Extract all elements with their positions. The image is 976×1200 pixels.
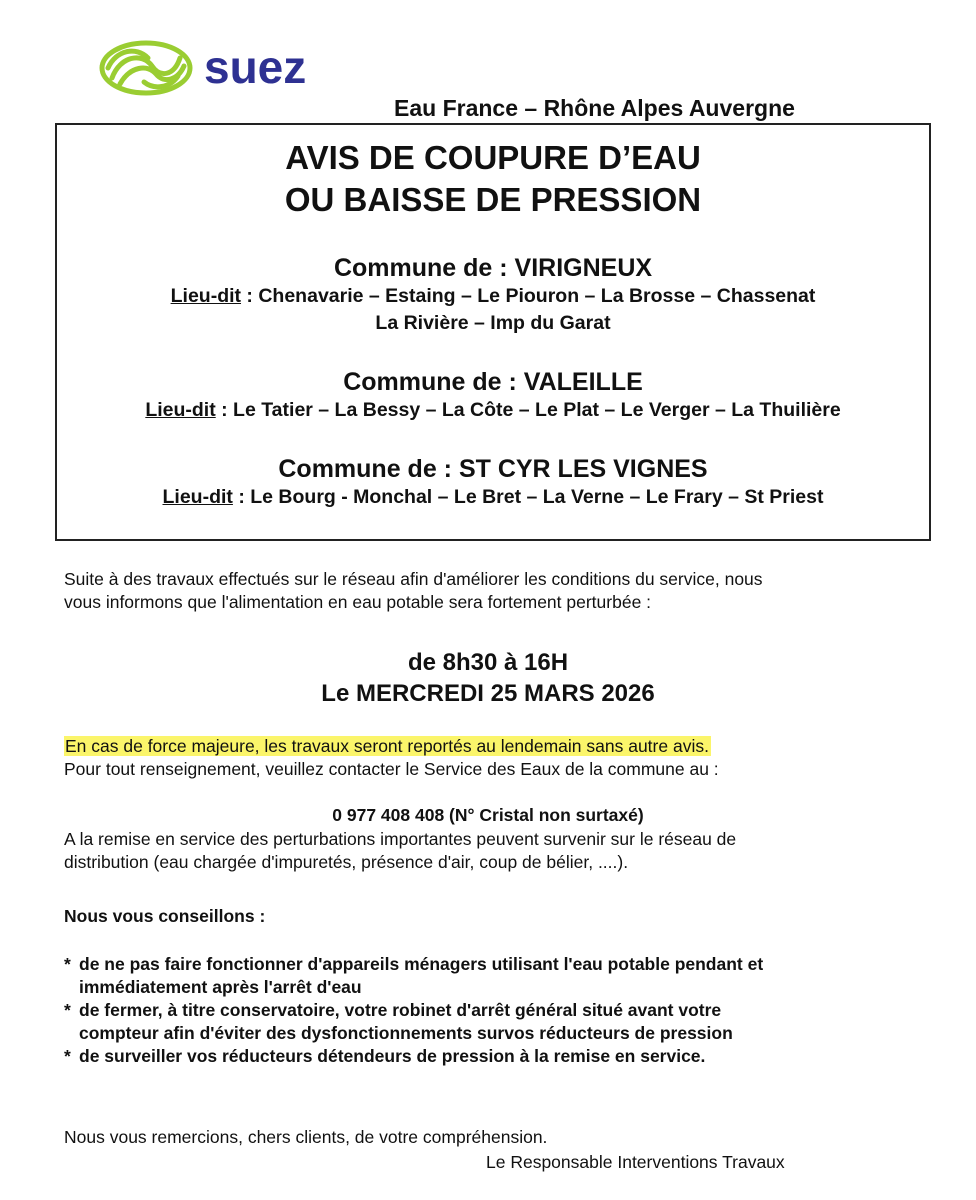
remise-line-1: A la remise en service des perturbations importantes peuvent survenir sur le réseau de <box>64 829 737 849</box>
advice-title: Nous vous conseillons : <box>64 906 266 926</box>
notice-box <box>55 123 931 541</box>
remise-line-2: distribution (eau chargée d'impuretés, présence d'air, coup de bélier, ....). <box>64 852 629 872</box>
notice-title <box>57 137 929 221</box>
notice-title-line-1: AVIS DE COUPURE D’EAU <box>285 139 701 176</box>
advice-line-2: immédiatement après l'arrêt d'eau <box>79 977 362 997</box>
lieu-dit-line <box>57 484 929 511</box>
region-title: Eau France – Rhône Alpes Auvergne <box>394 95 795 121</box>
lieu-dit-line <box>57 397 929 424</box>
lieu-dit-places-continued: La Rivière – Imp du Garat <box>375 312 611 334</box>
intro-line-1: Suite à des travaux effectués sur le réseau afin d'améliorer les conditions du service, nous <box>64 569 763 589</box>
lieu-dit-label: Lieu-dit <box>170 285 242 307</box>
commune-valeille <box>57 367 929 424</box>
remise-paragraph <box>64 828 930 874</box>
advice-line-2: compteur afin d'éviter des dysfonctionnements survos réducteurs de pression <box>79 1023 733 1043</box>
advice-line-1: de ne pas faire fonctionner d'appareils ménagers utilisant l'eau potable pendant et <box>79 954 764 974</box>
force-majeure-paragraph <box>64 735 930 781</box>
contact-line: Pour tout renseignement, veuillez contacter le Service des Eaux de la commune au : <box>64 759 719 779</box>
suez-logo-text: suez <box>204 41 307 93</box>
advice-line-1: de fermer, à titre conservatoire, votre robinet d'arrêt général situé avant votre <box>79 1000 722 1020</box>
suez-logo <box>96 36 376 100</box>
commune-name: Commune de : VALEILLE <box>343 368 643 396</box>
advice-list <box>64 953 934 1068</box>
commune-virigneux <box>57 253 929 337</box>
time-range: de 8h30 à 16H <box>407 649 569 676</box>
commune-name: Commune de : ST CYR LES VIGNES <box>278 455 708 483</box>
bullet-asterisk: * <box>64 954 71 974</box>
lieu-dit-places: : Le Tatier – La Bessy – La Côte – Le Plat – Le Verger – La Thuilière <box>215 399 841 421</box>
bullet-asterisk: * <box>64 1046 71 1066</box>
lieu-dit-line <box>57 283 929 310</box>
intro-line-2: vous informons que l'alimentation en eau potable sera fortement perturbée : <box>64 592 652 612</box>
lieu-dit-label: Lieu-dit <box>145 399 216 421</box>
intro-paragraph <box>64 568 930 614</box>
schedule <box>0 647 976 709</box>
thanks-line: Nous vous remercions, chers clients, de votre compréhension. <box>64 1127 548 1147</box>
commune-name: Commune de : VIRIGNEUX <box>333 254 653 282</box>
signature: Le Responsable Interventions Travaux <box>486 1152 785 1172</box>
lieu-dit-label: Lieu-dit <box>162 486 233 508</box>
force-majeure-line <box>64 735 930 758</box>
notice-title-line-2: OU BAISSE DE PRESSION <box>284 181 702 218</box>
commune-st-cyr-les-vignes <box>57 454 929 511</box>
suez-logo-mark <box>96 36 376 100</box>
advice-line-1: de surveiller vos réducteurs détendeurs de pression à la remise en service. <box>79 1046 706 1066</box>
lieu-dit-places: : Le Bourg - Monchal – Le Bret – La Verne – Le Frary – St Priest <box>232 486 824 508</box>
lieu-dit-places: : Chenavarie – Estaing – Le Piouron – La Brosse – Chassenat <box>241 285 816 307</box>
bullet-asterisk: * <box>64 1000 71 1020</box>
highlighted-text: En cas de force majeure, les travaux seront reportés au lendemain sans autre avis. <box>65 736 709 756</box>
advice-item <box>64 1045 934 1068</box>
phone-number: 0 977 408 408 (N° Cristal non surtaxé) <box>332 805 644 825</box>
advice-item <box>64 953 934 999</box>
advice-item <box>64 999 934 1045</box>
date: Le MERCREDI 25 MARS 2026 <box>321 680 655 707</box>
